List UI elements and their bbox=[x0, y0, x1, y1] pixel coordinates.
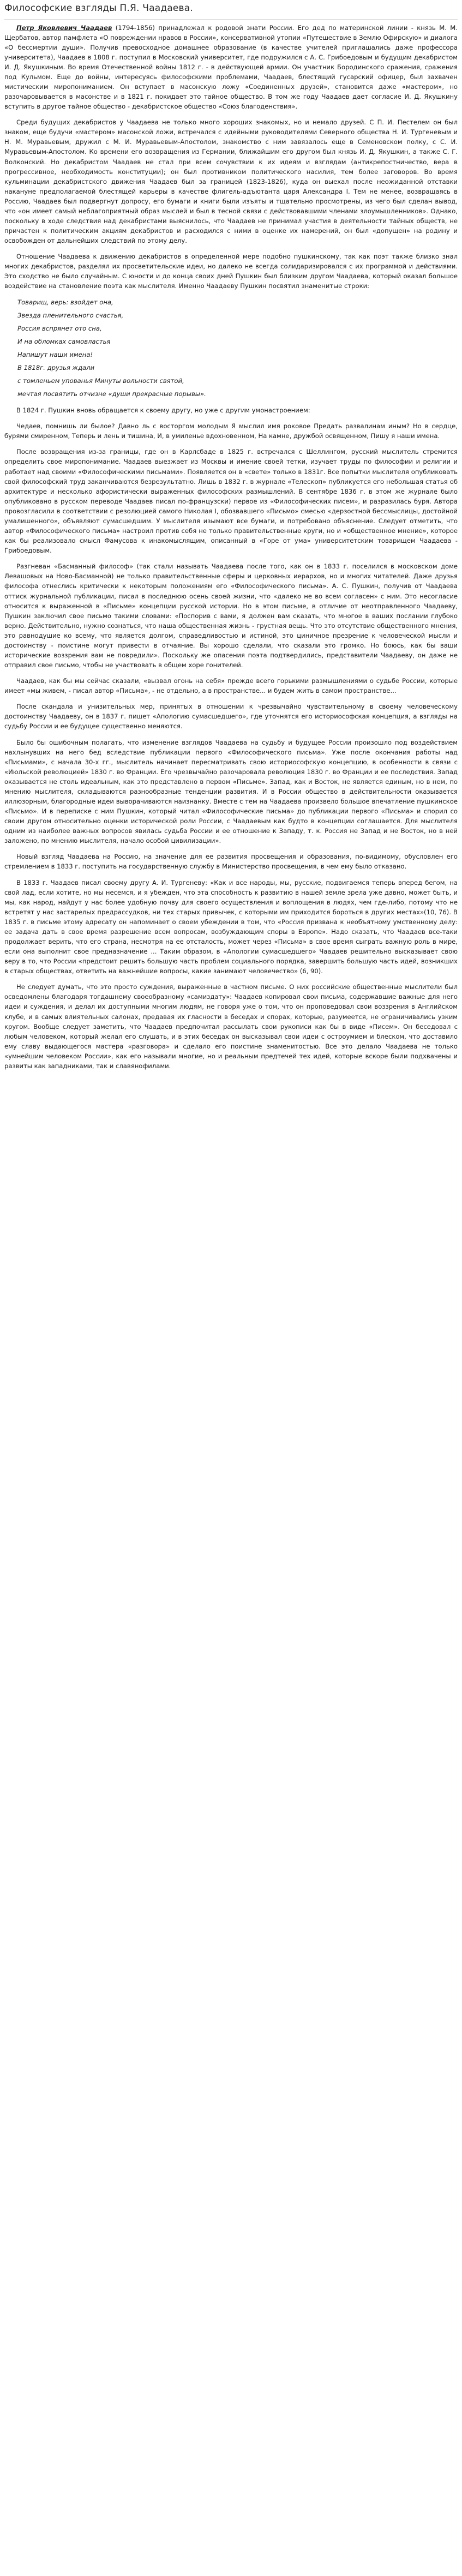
paragraph: В 1824 г. Пушкин вновь обращается к своему другу, но уже с другим умонастроением: bbox=[16, 406, 310, 415]
verse-line: В 1818г. друзья ждали bbox=[17, 363, 95, 372]
verse-line: Звезда пленительного счастья, bbox=[17, 311, 124, 319]
paragraph: Чаадаев, как бы мы сейчас сказали, «вызвал огонь на себя» прежде всего горькими размышлениями о судьбе России, которые имеет «мы живем, - писал автор «Письма», - не отдельно, а в пространстве... и будем жить в самом пространстве... bbox=[4, 677, 458, 695]
verse-block bbox=[17, 297, 458, 399]
paragraph: В 1833 г. Чаадаев писал своему другу А. И. Тургеневу: «Как и все народы, мы, русские, подвигаемся теперь вперед бегом, на свой лад, если хотите, но мы несемся, и я убежден, что эта способность к развитию в нашей земле зрела уже давно, может быть, и мы, как народ, найдут у нас более удобную почву для своего осуществления и воплощения в людях, чем где-либо, потому что не встретят у нас застарелых предрассудков, ни тех старых привычек, с которыми им приходится бороться в других местах»(10, 76). В 1835 г. в письме этому адресату он напоминает о своем убеждении в том, что «Россия призвана к необъятному умственному делу: ее задача дать в свое время разрешение всем вопросам, возбуждающим споры в Европе». Надо сказать, что Чаадаев все-таки продолжает верить, что его страна, несмотря на ее отсталость, может через «Письма» в свое время сыграть важную роль в мире, если она выполнит свое предназначение ... Таким образом, в «Апологии сумасшедшего» Чаадаев решительно высказывает свою веру в то, что России «предстоит решить большую часть проблем социального порядка, завершить большую часть идей, возникших в старых обществах, ответить на важнейшие вопросы, какие занимают человечество» (6, 90). bbox=[4, 878, 458, 975]
verse-line: Напишут наши имена! bbox=[17, 350, 93, 358]
page bbox=[0, 1, 462, 1088]
paragraph: Разгневан «Басманный философ» (так стали называть Чаадаева после того, как он в 1833 г. поселился в московском доме Левашовых на Ново-Басманной) не только правительственные сферы и церковных иерархов, но и многих читателей. Даже друзья философа отнеслись критически к некоторым положениям его «Философического письма». А. С. Пушкин, получив от Чаадаева оттиск журнальной публикации, писал в последнюю осень своей жизни, что «далеко не во всем согласен» с ним. Это несогласие относится к выраженной в «Письме» концепции русской истории. Но в этом письме, в отличие от неотправленного Чаадаеву, Пушкин заключил свое письмо такими словами: «Поспорив с вами, я должен вам сказать, что многое в ваших послании глубоко верно. Действительно, нужно сознаться, что наша общественная жизнь - грустная вещь. Что это отсутствие общественного мнения, это равнодушие ко всему, что является долгом, справедливостью и истиной, это циничное презрение к человеческой мысли и достоинству - поистине могут привести в отчаяние. Вы хорошо сделали, что сказали это громко. Но боюсь, как бы ваши исторические воззрения вам не повредили». Поскольку же опасения поэта подтвердились, представители Чаадаеву, он даже не отправил свое письмо, чтобы не участвовать в общем хоре гонителей. bbox=[4, 562, 458, 669]
verse-line: мечтая посвятить отчизне «души прекрасные порывы». bbox=[17, 390, 206, 398]
paragraph: Среди будущих декабристов у Чаадаева не только много хороших знакомых, но и немало друзей. С П. И. Пестелем он был знаком, еще будучи «мастером» масонской ложи, встречался с идейными руководителями Северного общества Н. И. Тургеневым и Н. М. Муравьевым, дружил с М. И. Муравьевым-Апостолом, знакомство с ним завязалось еще в Семеновском полку, с С. И. Муравьевым-Апостолом. Ко времени его возвращения из Германии, ближайшим его другом был князь И. Д. Якушкин, а также С. Г. Волконский. Но декабристом Чаадаев не стал при всем сочувствии к их идеям и взглядам (антикрепостничество, вера в прогрессивное, необходимость конституции); он был противником политического насилия, тем более заговоров. Во время кульминации декабристского движения Чаадаев был за границей (1823-1826), куда он выехал после неожиданной отставки накануне предполагаемой блестящей карьеры в качестве флигель-адъютанта царя Александра I. Тем не менее, возвращаясь в Россию, Чаадаев был подвергнут допросу, его бумаги и книги были изъяты и тщательно просмотрены, из чего был сделан вывод, что «он имеет самый неблагоприятный образ мыслей и был в тесной связи с действовавшими членами злоумышленников». Однако, поскольку в ходе следствия над декабристами выяснилось, что Чаадаев не принимал участия в деятельности тайных обществ, не причастен к политическим акциям декабристов и расходился с ними в оценке их намерений, он был «допущен» на родину и освобожден от дальнейших следствий по этому делу. bbox=[4, 118, 458, 245]
paragraph: Новый взгляд Чаадаева на Россию, на значение для ее развития просвещения и образования, по-видимому, обусловлен его стремлением в 1833 г. поступить на государственную службу в Министерство просвещения, в чем ему было отказано. bbox=[4, 853, 458, 871]
verse-line: с томленьем упованья Минуты вольности святой, bbox=[17, 377, 184, 385]
paragraph: После скандала и унизительных мер, принятых в отношении к чрезвычайно чувствительному в своему человеческому достоинству Чаадаеву, он в 1837 г. пишет «Апологию сумасшедшего», где уточнятся его историософская концепция, а взгляды на судьбу России и ее будущее существенно меняются. bbox=[4, 703, 458, 730]
verse-line: Товарищ, верь: взойдет она, bbox=[17, 298, 113, 306]
page-title: Философские взгляды П.Я. Чаадаева. bbox=[4, 1, 458, 20]
paragraph: Не следует думать, что это просто суждения, выраженные в частном письме. О них российские общественные мыслители был осведомлены благодаря тогдашнему своеобразному «самиздату»: Чаадаев копировал свои письма, содержавшие важные для него идеи и суждения, и делал их доступными многим людям, не говоря уже о том, что он проповедовал свои воззрения в Английском клубе, и в самых влиятельных салонах, предавая их гласности в беседах и спорах, которые, разумеется, не ограничивались узким кругом. Вообще следует заметить, что Чаадаев предпочитал рассылать свои рукописи как бы в виде «Писем». Он беседовал с любым человеком, который желал его слушать, и в этих беседах он высказывал свои идеи с остроумием и блеском, что доставило ему славу выдающегося мастера «разговора» и сделало его поистине знаменитостью. Все это делало Чаадаева не только «умнейшим человеком России», как его называли многие, но и реальным предтечей тех идей, которые вскоре были подхвачены и развиты как западниками, так и славянофилами. bbox=[4, 983, 458, 1070]
verse-line: Россия вспрянет ото сна, bbox=[17, 324, 102, 332]
paragraph: Было бы ошибочным полагать, что изменение взглядов Чаадаева на судьбу и будущее России произошло под воздействием нахлынувших на него бед вследствие публикации первого «Философического письма». Уже после окончания работы над «Письмами», с начала 30-х гг., мыслитель начинает пересматривать свою историософскую концепцию, в особенности в связи с «Июльской революцией» 1830 г. во Франции. Его чрезвычайно разочаровала революция 1830 г. во Франции и ее последствия. Запад оказывается не столь идеальным, как это представлено в первом «Письме». Запад, как и Восток, не является единым, но в нем, по мнению мыслителя, складываются разнообразные тенденции развития. И в России общество в действительности оказывается иллюзорным, благородные идеи выворачиваются наизнанку. Вместе с тем на Чаадаева произвело большое впечатление пушкинское «Письмо». И в переписке с ним Пушкин, который читал «Философические письма» до публикации первого «Письма» и спорил со своим другом относительно оценки исторической роли России, с Чаадаевым как будто в концепции соглашается. Для мыслителя одним из наиболее важных вопросов явилась судьба России и ее отношение к Западу, т. к. Россия не Запад и не Восток, но в ней заложено, по мнению мыслителя, начало особой цивилизации». bbox=[4, 738, 458, 845]
paragraph: Чедаев, помнишь ли былое? Давно ль с восторгом молодым Я мыслил имя роковое Предать развалинам иным? Но в сердце, бурями смиренном, Теперь и лень и тишина, И, в умиленье вдохновенном, На камне, дружбой освященном, Пишу я наши имена. bbox=[4, 422, 458, 440]
verse-line: И на обломках самовластья bbox=[17, 337, 111, 345]
paragraph: После возвращения из-за границы, где он в Карлсбаде в 1825 г. встречался с Шеллингом, русский мыслитель стремится определить свое миропонимание. Чаадаев выезжает из Москвы и имение своей тетки, изучает труды по философии и религии и работает над своими «Философическими письмами». Появляется он в «свете» только в 1831г. Все попытки мыслителя опубликовать свой философский труд заканчиваются безрезультатно. Лишь в 1832 г. в журнале «Телескоп» публикуется его небольшая статья об архитектуре и несколько афористически выраженных философских размышлений. В сентябре 1836 г. в этом же журнале было опубликовано в русском переводе Чаадаев писал по-французски) первое из «Философических писем», и разразилась буря. Автора провозгласили в соответствии с резолюцией самого Николая I, обозвавшего «Письмо» смесью «дерзостной бессмыслицы, достойной умалишенного», объявляют сумасшедшим. У мыслителя изымают все бумаги, и потребовано объяснение. Следует отметить, что автор «Философического письма» настроил против себя не только правительственные круги, но и «общественное мнение», которое как бы реализовало смысл Фамусова к инакомыслящим, описанный в «Горе от ума» университетским товарищем Чаадаева - Грибоедовым. bbox=[4, 448, 458, 555]
intro-paragraph bbox=[4, 23, 458, 112]
paragraph: Отношение Чаадаева к движению декабристов в определенной мере подобно пушкинскому, так как поэт также близко знал многих декабристов, разделял их просветительские идеи, но далеко не всегда солидаризировался с их программой и действиями. Это сходство не было случайным. С юности и до конца своих дней Пушкин был близким другом Чаадаева, который оказал большое воздействие на становление поэта как мыслителя. Именно Чаадаеву Пушкин посвятил знаменитые строки: bbox=[4, 253, 458, 290]
author-name: Петр Яковлевич Чаадаев bbox=[16, 23, 112, 32]
intro-text: (1794-1856) принадлежал к родовой знати России. Его дед по материнской линии - князь М. М. Щербатов, автор памфлета «О повреждении нравов в России», консервативной утопии «Путешествие в Землю Офирскую» и диалога «О бессмертии души». Получив превосходное домашнее образование (в качестве учителей приглашались даже профессора университета), Чаадаев в 1808 г. поступил в Московский университет, где подружился с А. С. Грибоедовым и будущим декабристом И. Д. Якушкиным. Во время Отечественной войны 1812 г. - в действующей армии. Он участник Бородинского сражения, сражения под Кульмом. Еще до войны, интересуясь философскими проблемами, Чаадаев, блестящий гусарский офицер, был захвачен мистическим миропониманием. Он вступает в масонскую ложу «Соединенных друзей», становится даже «мастером», но разочаровывается в масонстве и в 1821 г. покидает это тайное общество. В том же году Чаадаев дает согласие И. Д. Якушкину вступить в другое тайное общество - декабристское общество «Союз благоденствия». bbox=[4, 23, 458, 111]
